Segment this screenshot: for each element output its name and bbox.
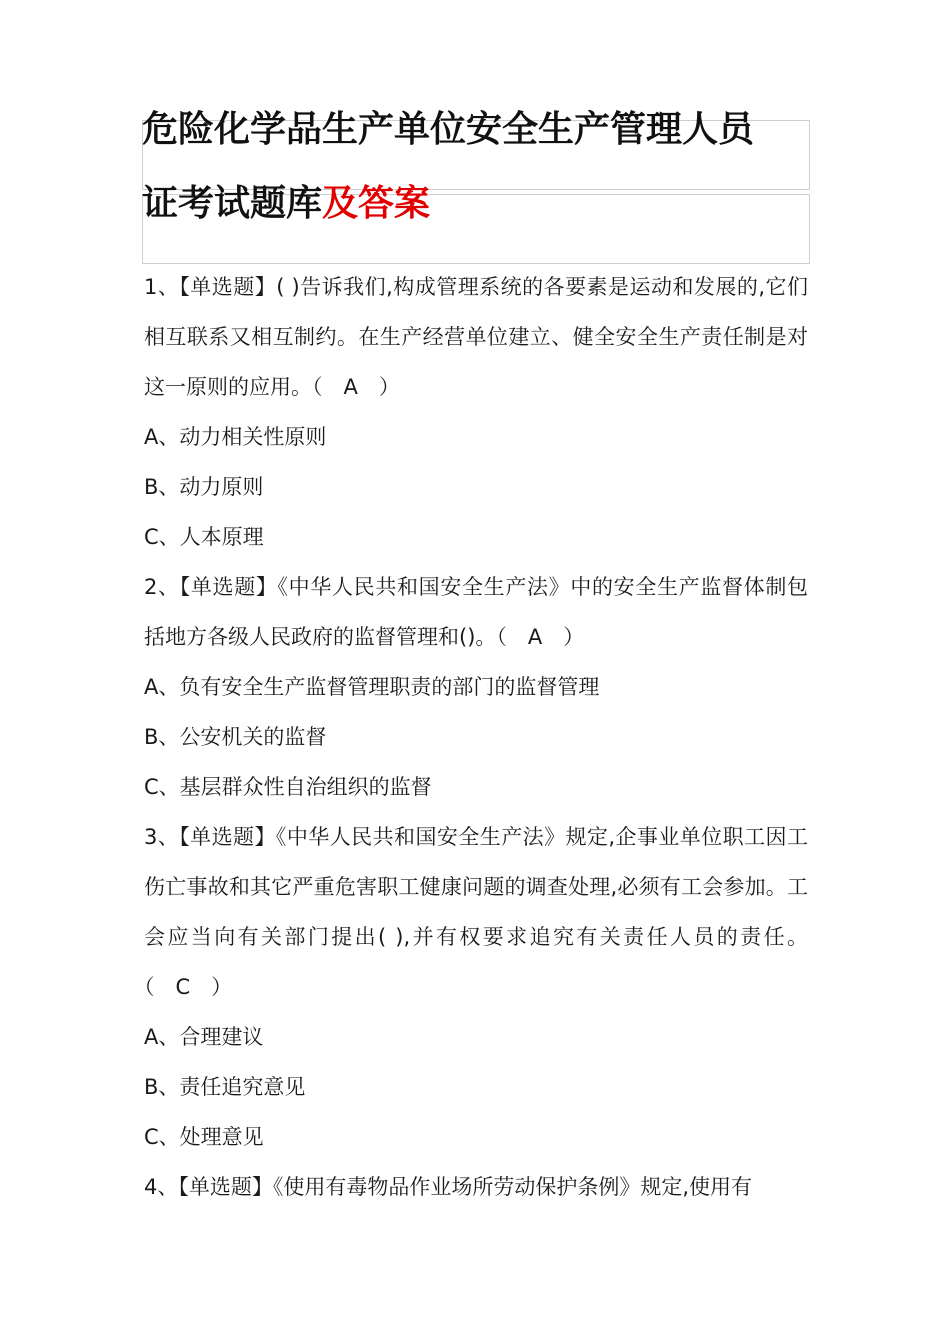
question-4-text: 4、【单选题】《使用有毒物品作业场所劳动保护条例》规定,使用有 <box>144 1175 753 1199</box>
question-2-answer: （ A ） <box>496 625 585 649</box>
question-3-option-a: A、合理建议 <box>144 1025 264 1049</box>
page-title-line-1: 危险化学品生产单位安全生产管理人员 <box>142 109 755 150</box>
title-black-part: 证考试题库 <box>142 183 323 224</box>
question-3-option-c: C、处理意见 <box>144 1125 264 1149</box>
question-stem-2 <box>144 562 808 662</box>
question-3-option-b: B、责任追究意见 <box>144 1075 306 1099</box>
question-1-text: 1、【单选题】( )告诉我们,构成管理系统的各要素是运动和发展的,它们相互联系又相互制约。在生产经营单位建立、健全安全生产责任制是对这一原则的应用。 <box>144 275 808 399</box>
question-3-answer: （ C ） <box>144 975 233 999</box>
question-2-option-c: C、基层群众性自治组织的监督 <box>144 775 432 799</box>
question-2-option-a: A、负有安全生产监督管理职责的部门的监督管理 <box>144 675 600 699</box>
title-block <box>142 100 810 264</box>
page-title-line-2 <box>142 184 430 224</box>
question-stem-1 <box>144 262 808 412</box>
question-1-answer: （ A ） <box>312 375 400 399</box>
title-red-part: 及答案 <box>322 183 431 224</box>
question-list <box>144 262 808 1212</box>
question-1-option-b: B、动力原则 <box>144 475 264 499</box>
question-2-option-b: B、公安机关的监督 <box>144 725 327 749</box>
question-3-text: 3、【单选题】《中华人民共和国安全生产法》规定,企事业单位职工因工伤亡事故和其它严重危害职工健康问题的调查处理,必须有工会参加。工会应当向有关部门提出( ),并有权要求追究有关责任人员的责任。 <box>144 825 808 949</box>
question-2-text: 2、【单选题】《中华人民共和国安全生产法》中的安全生产监督体制包括地方各级人民政府的监督管理和()。 <box>144 575 808 649</box>
question-stem-4 <box>144 1162 808 1212</box>
question-stem-3 <box>144 812 808 1012</box>
question-1-option-c: C、人本原理 <box>144 525 264 549</box>
question-1-option-a: A、动力相关性原则 <box>144 425 327 449</box>
